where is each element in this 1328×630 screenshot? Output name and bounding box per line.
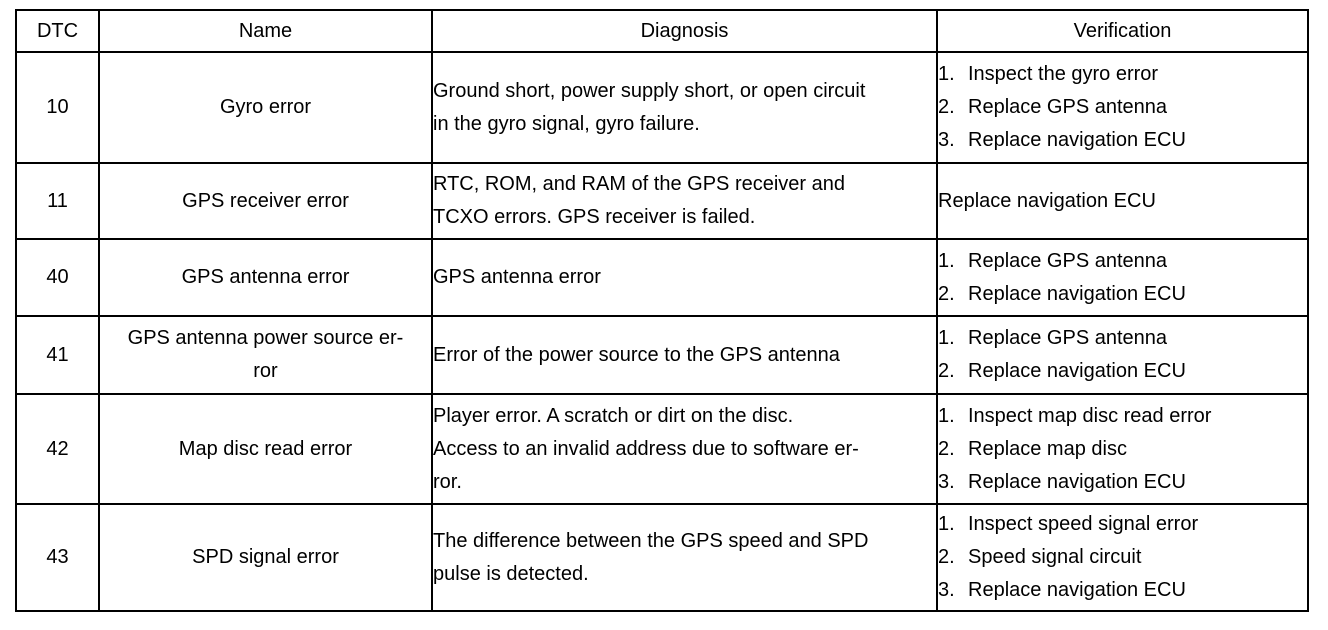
step-number: 1. bbox=[938, 327, 955, 349]
step-text: Replace map disc bbox=[968, 437, 1127, 460]
verification-step bbox=[938, 574, 1307, 607]
verification-cell bbox=[937, 316, 1308, 394]
table-row bbox=[16, 316, 1308, 394]
verification-step bbox=[938, 508, 1307, 541]
name-line: GPS antenna error bbox=[181, 266, 350, 288]
diagnosis-line: GPS antenna error bbox=[433, 266, 601, 288]
step-text: Replace navigation ECU bbox=[968, 470, 1186, 493]
dtc-code: 40 bbox=[16, 239, 99, 316]
diagnosis-cell bbox=[432, 239, 937, 316]
verification-step bbox=[938, 541, 1307, 574]
step-number: 3. bbox=[938, 579, 955, 601]
step-number: 2. bbox=[938, 96, 955, 118]
diagnosis-cell bbox=[432, 394, 937, 504]
table-row bbox=[16, 52, 1308, 163]
step-number: 1. bbox=[938, 404, 955, 427]
table-row bbox=[16, 163, 1308, 239]
header-row bbox=[16, 10, 1308, 52]
step-number: 1. bbox=[938, 513, 955, 535]
verification-step bbox=[938, 400, 1307, 433]
diagnosis-line: Ground short, power supply short, or open circuit bbox=[433, 79, 866, 102]
dtc-name bbox=[99, 239, 432, 316]
diagnosis-line: Player error. A scratch or dirt on the disc. bbox=[433, 404, 794, 427]
dtc-name bbox=[99, 504, 432, 611]
dtc-name bbox=[99, 394, 432, 504]
name-line: Map disc read error bbox=[178, 437, 353, 460]
verification-step bbox=[938, 322, 1307, 355]
step-number: 2. bbox=[938, 282, 955, 305]
verification-cell bbox=[937, 394, 1308, 504]
step-text: Replace navigation ECU bbox=[968, 360, 1186, 382]
step-number: 3. bbox=[938, 470, 955, 493]
header-name: Name bbox=[99, 10, 432, 52]
verification-step bbox=[938, 91, 1307, 124]
dtc-code: 43 bbox=[16, 504, 99, 611]
verification-list bbox=[938, 508, 1307, 607]
verification-list bbox=[938, 322, 1307, 388]
verification-cell bbox=[937, 504, 1308, 611]
table-row bbox=[16, 239, 1308, 316]
table-row bbox=[16, 394, 1308, 504]
verification-step bbox=[938, 58, 1307, 91]
step-number: 1. bbox=[938, 63, 955, 85]
verification-list bbox=[938, 58, 1307, 157]
name-line: SPD signal error bbox=[192, 546, 339, 568]
verification-list bbox=[938, 245, 1307, 311]
verification-step bbox=[938, 433, 1307, 466]
step-number: 1. bbox=[938, 249, 955, 272]
diagnosis-line: in the gyro signal, gyro failure. bbox=[433, 112, 700, 135]
dtc-name bbox=[99, 163, 432, 239]
dtc-code: 10 bbox=[16, 52, 99, 163]
verification-step bbox=[938, 245, 1307, 278]
verification-cell bbox=[937, 239, 1308, 316]
diagnosis-line: TCXO errors. GPS receiver is failed. bbox=[433, 206, 756, 228]
diagnosis-cell bbox=[432, 52, 937, 163]
step-text: Replace GPS antenna bbox=[968, 96, 1168, 118]
name-line: GPS receiver error bbox=[182, 189, 349, 212]
step-number: 2. bbox=[938, 437, 955, 460]
dtc-code: 41 bbox=[16, 316, 99, 394]
verification-cell bbox=[937, 163, 1308, 239]
diagnosis-cell bbox=[432, 163, 937, 239]
diagnosis-line: ror. bbox=[433, 470, 462, 493]
verification-step bbox=[938, 355, 1307, 388]
step-text: Inspect speed signal error bbox=[968, 513, 1199, 535]
name-line: GPS antenna power source er- bbox=[127, 327, 404, 349]
dtc-name bbox=[99, 52, 432, 163]
verification-text: Replace navigation ECU bbox=[938, 189, 1156, 212]
diagnosis-line: RTC, ROM, and RAM of the GPS receiver and bbox=[433, 173, 846, 195]
header-diagnosis: Diagnosis bbox=[432, 10, 937, 52]
step-text: Replace navigation ECU bbox=[968, 282, 1186, 305]
header-verification: Verification bbox=[937, 10, 1308, 52]
step-text: Speed signal circuit bbox=[968, 546, 1142, 568]
diagnosis-line: Error of the power source to the GPS antenna bbox=[433, 343, 840, 366]
step-text: Replace GPS antenna bbox=[968, 249, 1168, 272]
header-dtc: DTC bbox=[16, 10, 99, 52]
step-text: Inspect the gyro error bbox=[968, 63, 1159, 85]
verification-step bbox=[938, 124, 1307, 157]
table-row bbox=[16, 504, 1308, 611]
step-text: Replace GPS antenna bbox=[968, 327, 1168, 349]
diagnosis-line: pulse is detected. bbox=[433, 562, 589, 585]
verification-step bbox=[938, 466, 1307, 499]
dtc-code: 42 bbox=[16, 394, 99, 504]
dtc-code: 11 bbox=[16, 163, 99, 239]
dtc-name bbox=[99, 316, 432, 394]
step-number: 2. bbox=[938, 360, 955, 382]
step-text: Replace navigation ECU bbox=[968, 579, 1186, 601]
step-number: 3. bbox=[938, 129, 955, 151]
diagnosis-line: Access to an invalid address due to software er- bbox=[433, 437, 859, 460]
verification-cell bbox=[937, 52, 1308, 163]
step-number: 2. bbox=[938, 546, 955, 568]
dtc-table bbox=[15, 9, 1309, 612]
name-line: ror bbox=[253, 360, 278, 382]
name-line: Gyro error bbox=[219, 96, 312, 118]
step-text: Replace navigation ECU bbox=[968, 129, 1186, 151]
diagnosis-line: The difference between the GPS speed and SPD bbox=[433, 529, 869, 552]
verification-list bbox=[938, 400, 1307, 499]
diagnosis-cell bbox=[432, 316, 937, 394]
verification-step bbox=[938, 278, 1307, 311]
diagnosis-cell bbox=[432, 504, 937, 611]
step-text: Inspect map disc read error bbox=[968, 404, 1212, 427]
